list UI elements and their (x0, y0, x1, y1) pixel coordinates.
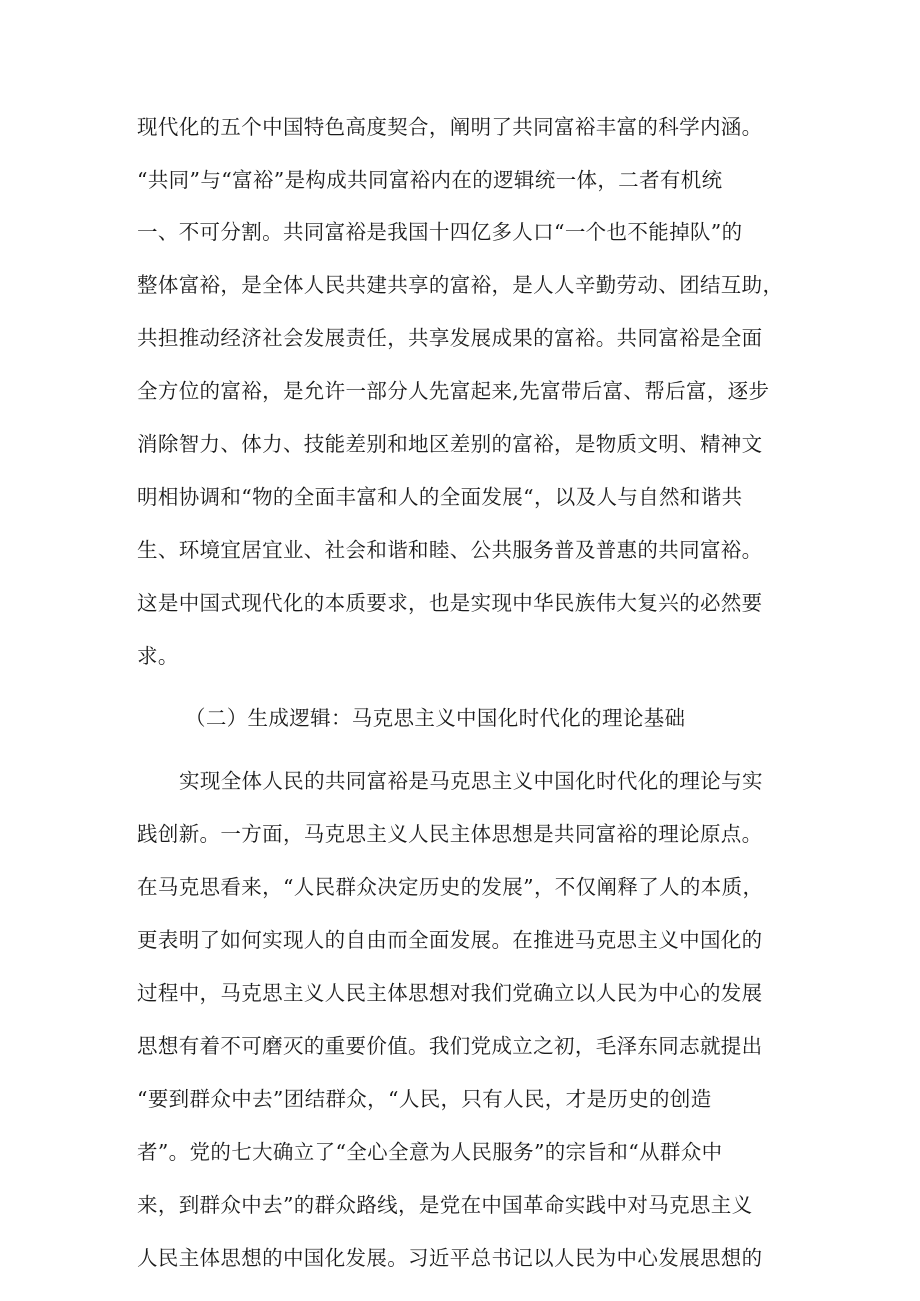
paragraph-line: 者”。党的七大确立了“全心全意为人民服务”的宗旨和“从群众中 (137, 1140, 723, 1164)
paragraph-line: 这是中国式现代化的本质要求，也是实现中华民族伟大复兴的必然要 (137, 591, 763, 615)
paragraph-line: 一、不可分割。共同富裕是我国十四亿多人口“一个也不能掉队”的 (137, 220, 743, 244)
paragraph-line: 在马克思看来，“人民群众决定历史的发展”，不仅阐释了人的本质， (137, 875, 764, 899)
paragraph-line: 现代化的五个中国特色高度契合，阐明了共同富裕丰富的科学内涵。 (137, 115, 763, 139)
paragraph-line: 过程中，马克思主义人民主体思想对我们党确立以人民为中心的发展 (137, 981, 763, 1005)
paragraph-line: 思想有着不可磨灭的重要价值。我们党成立之初，毛泽东同志就提出 (137, 1034, 763, 1058)
paragraph-line: 全方位的富裕，是允许一部分人先富起来,先富带后富、帮后富，逐步 (137, 379, 770, 403)
paragraph-line: 消除智力、体力、技能差别和地区差别的富裕，是物质文明、精神文 (137, 432, 763, 456)
paragraph-line: “共同”与“富裕”是构成共同富裕内在的逻辑统一体，二者有机统 (137, 168, 723, 192)
section-heading: （二）生成逻辑：马克思主义中国化时代化的理论基础 (185, 706, 686, 730)
paragraph-line: 共担推动经济社会发展责任，共享发展成果的富裕。共同富裕是全面 (137, 326, 763, 350)
paragraph-line: 来，到群众中去”的群众路线，是党在中国革命实践中对马克思主义 (137, 1193, 753, 1217)
paragraph-line: “要到群众中去”团结群众，“人民，只有人民，才是历史的创造 (137, 1087, 712, 1111)
paragraph-line: 整体富裕，是全体人民共建共享的富裕，是人人辛勤劳动、团结互助， (137, 273, 784, 297)
paragraph-line: 实现全体人民的共同富裕是马克思主义中国化时代化的理论与实 (179, 769, 763, 793)
paragraph-line: 践创新。一方面，马克思主义人民主体思想是共同富裕的理论原点。 (137, 822, 763, 846)
paragraph-line: 人民主体思想的中国化发展。习近平总书记以人民为中心发展思想的 (137, 1246, 763, 1270)
paragraph-line: 更表明了如何实现人的自由而全面发展。在推进马克思主义中国化的 (137, 928, 763, 952)
paragraph-line: 生、环境宜居宜业、社会和谐和睦、公共服务普及普惠的共同富裕。 (137, 538, 763, 562)
paragraph-line: 明相协调和“物的全面丰富和人的全面发展“，以及人与自然和谐共 (137, 485, 743, 509)
paragraph-line: 求。 (137, 644, 179, 668)
